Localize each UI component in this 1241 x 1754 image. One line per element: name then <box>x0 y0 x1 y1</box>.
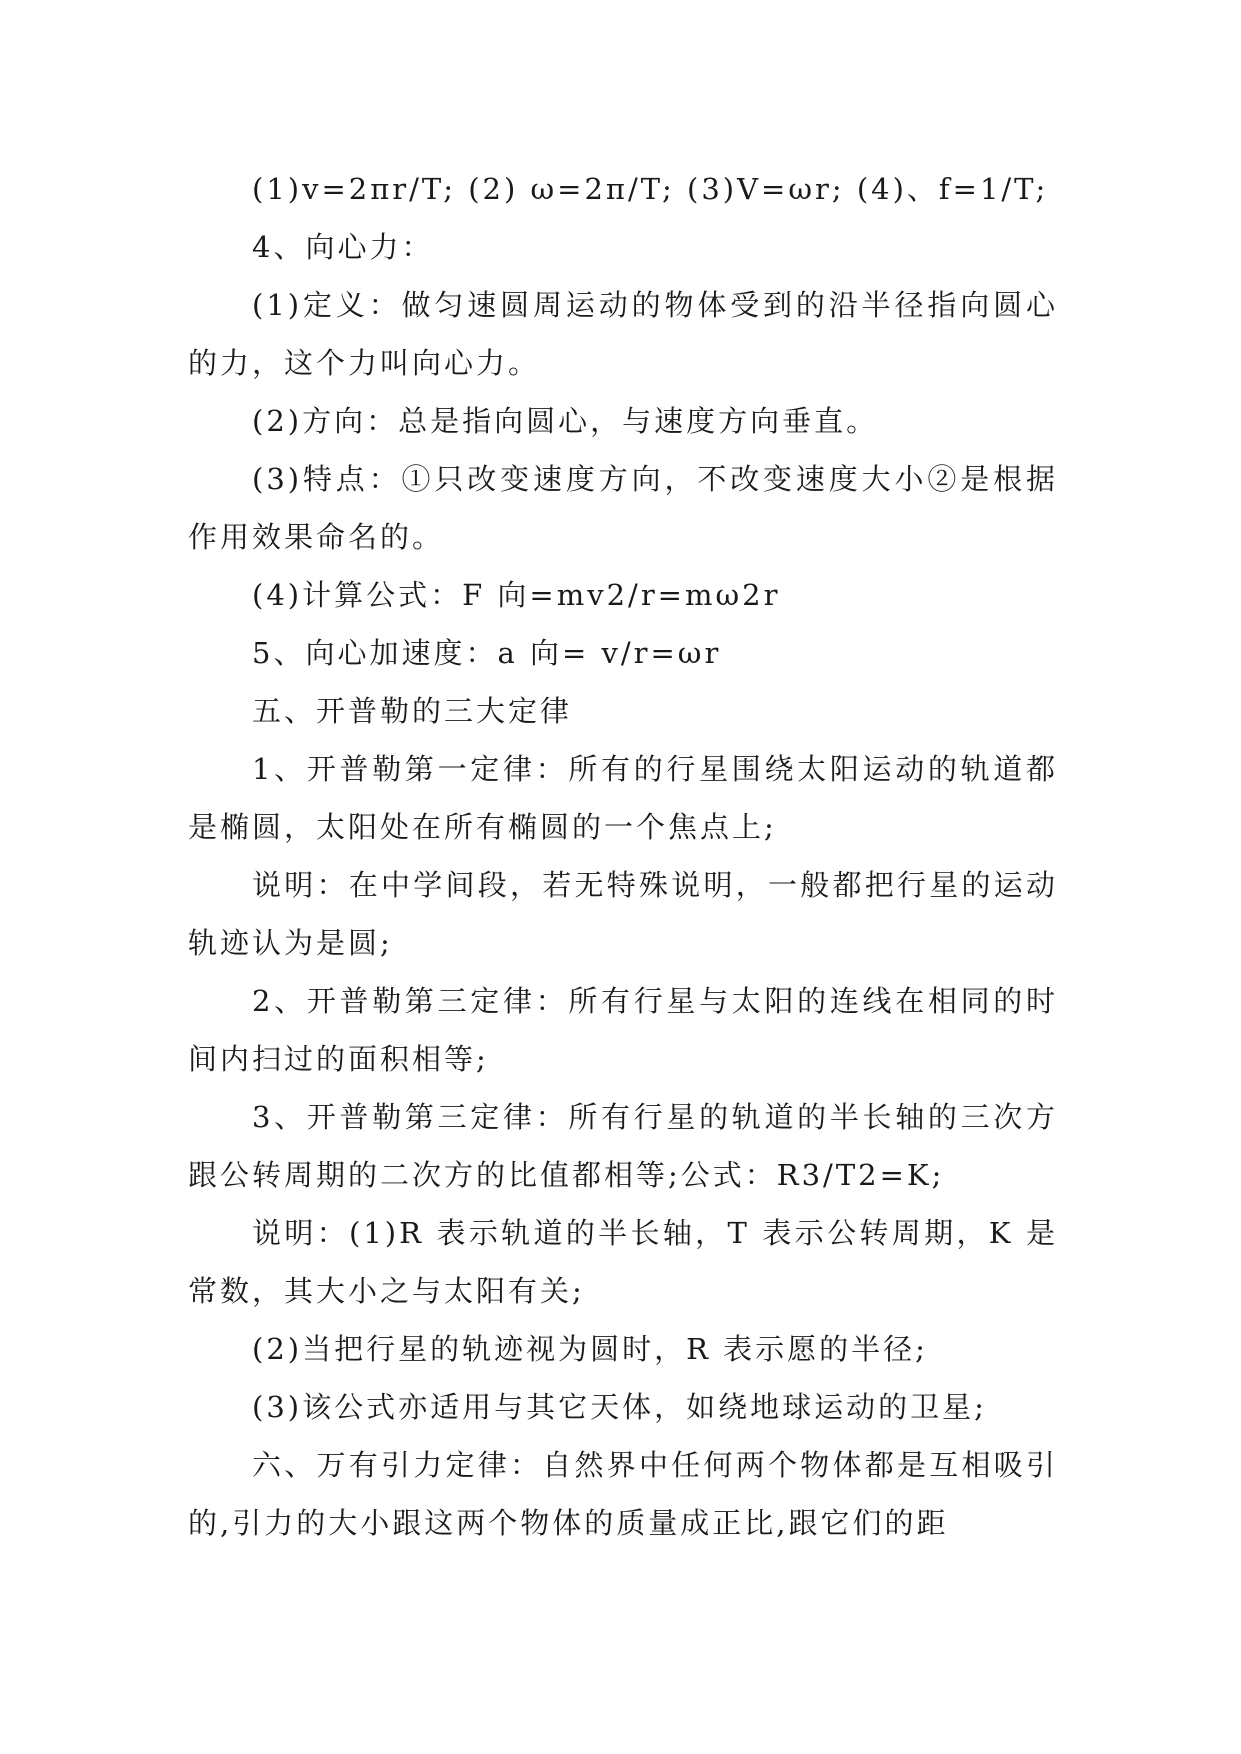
paragraph-note-circle: 说明：在中学间段，若无特殊说明，一般都把行星的运动轨迹认为是圆; <box>188 868 1058 960</box>
paragraph-note-symbols: 说明：(1)R 表示轨道的半长轴，T 表示公转周期，K 是常数，其大小之与太阳有关; <box>188 1216 1058 1308</box>
paragraph-centripetal-force-heading: 4、向心力： <box>252 230 434 264</box>
paragraph-kepler-third-law: 3、开普勒第三定律：所有行星的轨道的半长轴的三次方跟公转周期的二次方的比值都相等;公式：R3/T2=K; <box>188 1100 1058 1192</box>
paragraph-gravitation-law: 六、万有引力定律：自然界中任何两个物体都是互相吸引的,引力的大小跟这两个物体的质量成正比,跟它们的距 <box>188 1448 1058 1540</box>
paragraph-definition: (1)定义：做匀速圆周运动的物体受到的沿半径指向圆心的力，这个力叫向心力。 <box>188 288 1058 380</box>
paragraph-note-radius: (2)当把行星的轨迹视为圆时，R 表示愿的半径; <box>252 1332 928 1366</box>
paragraph-direction: (2)方向：总是指向圆心，与速度方向垂直。 <box>252 404 879 438</box>
paragraph-kepler-second-law: 2、开普勒第三定律：所有行星与太阳的连线在相同的时间内扫过的面积相等; <box>188 984 1058 1076</box>
paragraph-force-formula: (4)计算公式：F 向=mv2/r=mω2r <box>252 578 781 612</box>
paragraph-formulas: (1)v=2πr/T; (2) ω=2π/T; (3)V=ωr; (4)、f=1/T; <box>252 172 1049 206</box>
document-body <box>188 160 1058 1552</box>
paragraph-characteristics: (3)特点：①只改变速度方向，不改变速度大小②是根据作用效果命名的。 <box>188 462 1058 554</box>
paragraph-kepler-heading: 五、开普勒的三大定律 <box>252 694 573 728</box>
paragraph-centripetal-acceleration: 5、向心加速度：a 向= v/r=ωr <box>252 636 722 670</box>
paragraph-kepler-first-law: 1、开普勒第一定律：所有的行星围绕太阳运动的轨道都是椭圆，太阳处在所有椭圆的一个焦点上; <box>188 752 1058 844</box>
paragraph-note-other-bodies: (3)该公式亦适用与其它天体，如绕地球运动的卫星; <box>252 1390 987 1424</box>
